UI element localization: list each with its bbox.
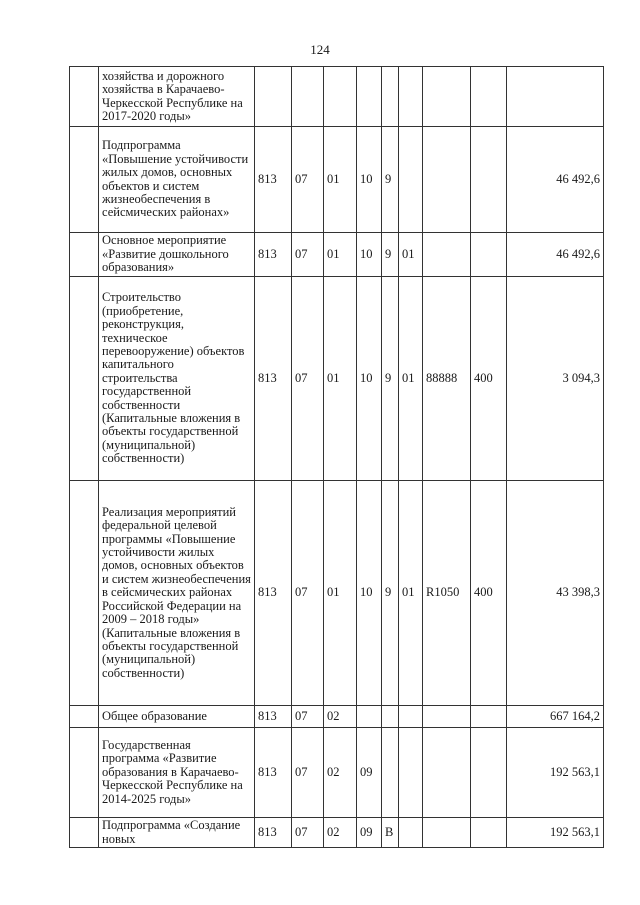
- vr-code: [471, 67, 507, 127]
- amount: 3 094,3: [507, 277, 604, 481]
- amount: 667 164,2: [507, 706, 604, 728]
- budget-table: [69, 66, 604, 848]
- rz-code: 07: [292, 706, 324, 728]
- cs-part-2: [382, 67, 399, 127]
- table-row: [70, 233, 604, 277]
- rz-code: 07: [292, 277, 324, 481]
- cs-part-1: [357, 67, 382, 127]
- pr-code: 01: [324, 233, 357, 277]
- cs-part-2: 9: [382, 481, 399, 706]
- cs-part-4: 88888: [423, 277, 471, 481]
- vr-code: 400: [471, 481, 507, 706]
- cs-part-1: 09: [357, 818, 382, 848]
- pr-code: 01: [324, 481, 357, 706]
- cs-part-3: [399, 818, 423, 848]
- vr-code: [471, 818, 507, 848]
- amount: 192 563,1: [507, 818, 604, 848]
- amount: 192 563,1: [507, 728, 604, 818]
- cs-part-3: [399, 127, 423, 233]
- cs-part-1: 10: [357, 233, 382, 277]
- row-name: Подпрограмма «Создание новых: [99, 818, 255, 848]
- row-name: Строительство (приобретение, реконструкция, техническое перевооружение) объектов капитального строительства государственной собственности (Капитальные вложения в объекты государственной (муниципальной) собственности): [99, 277, 255, 481]
- table-row: [70, 481, 604, 706]
- row-name: Общее образование: [99, 706, 255, 728]
- cs-part-2: 9: [382, 233, 399, 277]
- pr-code: 01: [324, 127, 357, 233]
- cs-part-4: [423, 127, 471, 233]
- vr-code: [471, 728, 507, 818]
- cs-part-4: [423, 728, 471, 818]
- cs-part-3: [399, 706, 423, 728]
- amount: 43 398,3: [507, 481, 604, 706]
- row-name: хозяйства и дорожного хозяйства в Карачаево-Черкесской Республике на 2017-2020 годы»: [99, 67, 255, 127]
- blank-cell: [70, 233, 99, 277]
- cs-part-1: 09: [357, 728, 382, 818]
- pr-code: 02: [324, 728, 357, 818]
- cs-part-1: [357, 706, 382, 728]
- cs-part-4: R1050: [423, 481, 471, 706]
- blank-cell: [70, 127, 99, 233]
- ved-code: 813: [255, 127, 292, 233]
- ved-code: 813: [255, 818, 292, 848]
- blank-cell: [70, 728, 99, 818]
- rz-code: 07: [292, 481, 324, 706]
- cs-part-3: 01: [399, 277, 423, 481]
- amount: 46 492,6: [507, 127, 604, 233]
- ved-code: 813: [255, 233, 292, 277]
- vr-code: 400: [471, 277, 507, 481]
- ved-code: 813: [255, 706, 292, 728]
- page-number: 124: [310, 42, 330, 57]
- pr-code: 02: [324, 706, 357, 728]
- vr-code: [471, 706, 507, 728]
- rz-code: 07: [292, 728, 324, 818]
- cs-part-2: 9: [382, 127, 399, 233]
- cs-part-2: [382, 706, 399, 728]
- cs-part-3: [399, 728, 423, 818]
- table-row: [70, 706, 604, 728]
- row-name: Основное мероприятие «Развитие дошкольного образования»: [99, 233, 255, 277]
- cs-part-4: [423, 233, 471, 277]
- cs-part-1: 10: [357, 481, 382, 706]
- blank-cell: [70, 67, 99, 127]
- table-row: [70, 127, 604, 233]
- pr-code: [324, 67, 357, 127]
- rz-code: 07: [292, 233, 324, 277]
- rz-code: 07: [292, 127, 324, 233]
- blank-cell: [70, 481, 99, 706]
- cs-part-1: 10: [357, 127, 382, 233]
- row-name: Государственная программа «Развитие образования в Карачаево-Черкесской Республике на 2014-2025 годы»: [99, 728, 255, 818]
- table-row: [70, 277, 604, 481]
- pr-code: 01: [324, 277, 357, 481]
- table-row: [70, 67, 604, 127]
- cs-part-3: 01: [399, 481, 423, 706]
- cs-part-4: [423, 67, 471, 127]
- ved-code: [255, 67, 292, 127]
- blank-cell: [70, 706, 99, 728]
- cs-part-4: [423, 818, 471, 848]
- table-row: [70, 728, 604, 818]
- cs-part-2: [382, 728, 399, 818]
- vr-code: [471, 233, 507, 277]
- blank-cell: [70, 818, 99, 848]
- rz-code: 07: [292, 818, 324, 848]
- cs-part-2: В: [382, 818, 399, 848]
- pr-code: 02: [324, 818, 357, 848]
- rz-code: [292, 67, 324, 127]
- cs-part-2: 9: [382, 277, 399, 481]
- row-name: Подпрограмма «Повышение устойчивости жилых домов, основных объектов и систем жизнеобеспечения в сейсмических районах»: [99, 127, 255, 233]
- vr-code: [471, 127, 507, 233]
- table-row: [70, 818, 604, 848]
- ved-code: 813: [255, 277, 292, 481]
- cs-part-1: 10: [357, 277, 382, 481]
- ved-code: 813: [255, 728, 292, 818]
- amount: [507, 67, 604, 127]
- row-name: Реализация мероприятий федеральной целевой программы «Повышение устойчивости жилых домов, основных объектов и систем жизнеобеспечения в сейсмических районах Российской Федерации на 2009 – 2018 годы» (Капитальные вложения в объекты государственной (муниципальной) собственности): [99, 481, 255, 706]
- cs-part-3: [399, 67, 423, 127]
- amount: 46 492,6: [507, 233, 604, 277]
- cs-part-4: [423, 706, 471, 728]
- cs-part-3: 01: [399, 233, 423, 277]
- ved-code: 813: [255, 481, 292, 706]
- blank-cell: [70, 277, 99, 481]
